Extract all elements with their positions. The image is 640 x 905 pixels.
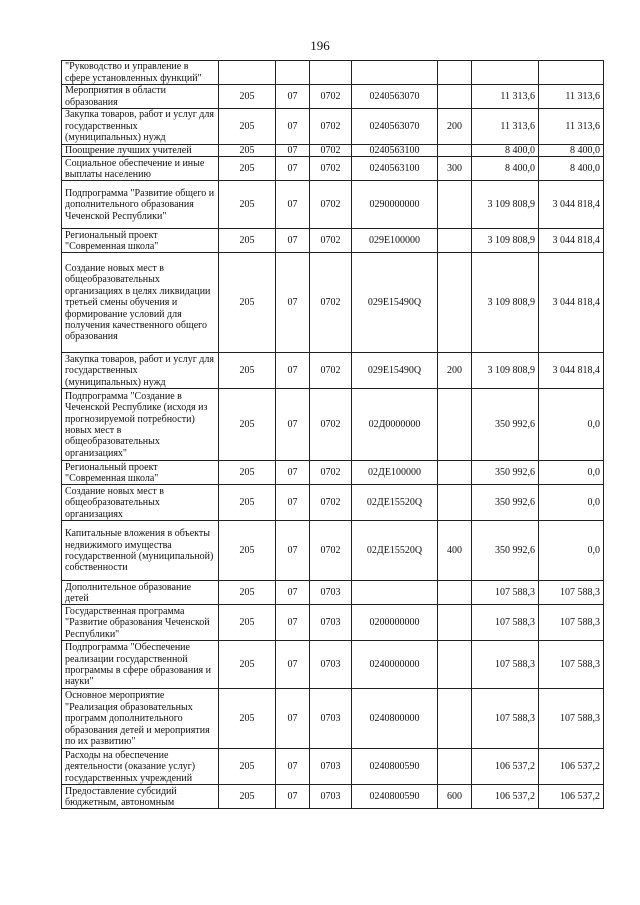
table-row — [62, 61, 604, 85]
budget-table — [61, 60, 604, 809]
ministry-code: 205 — [219, 85, 276, 109]
amount-year-2: 107 588,3 — [539, 641, 604, 689]
section-code: 07 — [276, 689, 310, 749]
item-name: Закупка товаров, работ и услуг для государственных (муниципальных) нужд — [62, 353, 219, 389]
table-row — [62, 353, 604, 389]
target-article-code: 029E100000 — [352, 229, 438, 253]
item-name: Мероприятия в области образования — [62, 85, 219, 109]
item-name: Закупка товаров, работ и услуг для государственных (муниципальных) нужд — [62, 109, 219, 145]
subsection-code: 0702 — [310, 157, 352, 181]
item-name: Социальное обеспечение и иные выплаты населению — [62, 157, 219, 181]
amount-year-1 — [472, 61, 539, 85]
expense-type-code: 300 — [438, 157, 472, 181]
target-article-code: 0240000000 — [352, 641, 438, 689]
subsection-code: 0702 — [310, 253, 352, 353]
table-row — [62, 109, 604, 145]
target-article-code: 02ДЕ15520Q — [352, 485, 438, 521]
section-code: 07 — [276, 785, 310, 809]
table-row — [62, 605, 604, 641]
expense-type-code: 600 — [438, 785, 472, 809]
amount-year-2: 3 044 818,4 — [539, 229, 604, 253]
ministry-code: 205 — [219, 389, 276, 461]
target-article-code: 0240563070 — [352, 109, 438, 145]
ministry-code: 205 — [219, 109, 276, 145]
ministry-code: 205 — [219, 145, 276, 157]
section-code — [276, 61, 310, 85]
expense-type-code — [438, 461, 472, 485]
amount-year-2: 0,0 — [539, 389, 604, 461]
item-name: Подпрограмма "Развитие общего и дополнительного образования Чеченской Республики" — [62, 181, 219, 229]
item-name: "Руководство и управление в сфере установленных функций" — [62, 61, 219, 85]
expense-type-code — [438, 641, 472, 689]
expense-type-code — [438, 689, 472, 749]
subsection-code: 0702 — [310, 229, 352, 253]
item-name: Дополнительное образование детей — [62, 581, 219, 605]
section-code: 07 — [276, 85, 310, 109]
target-article-code: 029E15490Q — [352, 353, 438, 389]
section-code: 07 — [276, 353, 310, 389]
table-row — [62, 181, 604, 229]
expense-type-code: 200 — [438, 353, 472, 389]
item-name: Предоставление субсидий бюджетным, автономным — [62, 785, 219, 809]
section-code: 07 — [276, 389, 310, 461]
expense-type-code — [438, 389, 472, 461]
target-article-code: 0240563070 — [352, 85, 438, 109]
section-code: 07 — [276, 521, 310, 581]
amount-year-2: 106 537,2 — [539, 749, 604, 785]
table-row — [62, 581, 604, 605]
amount-year-2: 0,0 — [539, 521, 604, 581]
subsection-code: 0703 — [310, 689, 352, 749]
ministry-code: 205 — [219, 581, 276, 605]
target-article-code — [352, 581, 438, 605]
section-code: 07 — [276, 641, 310, 689]
amount-year-1: 350 992,6 — [472, 389, 539, 461]
subsection-code: 0702 — [310, 85, 352, 109]
section-code: 07 — [276, 253, 310, 353]
item-name: Региональный проект "Современная школа" — [62, 229, 219, 253]
amount-year-1: 107 588,3 — [472, 641, 539, 689]
target-article-code: 029E15490Q — [352, 253, 438, 353]
amount-year-1: 107 588,3 — [472, 689, 539, 749]
amount-year-2: 3 044 818,4 — [539, 253, 604, 353]
table-row — [62, 521, 604, 581]
amount-year-1: 3 109 808,9 — [472, 229, 539, 253]
item-name: Расходы на обеспечение деятельности (оказание услуг) государственных учреждений — [62, 749, 219, 785]
expense-type-code: 400 — [438, 521, 472, 581]
subsection-code: 0702 — [310, 521, 352, 581]
subsection-code: 0703 — [310, 749, 352, 785]
table-row — [62, 689, 604, 749]
subsection-code: 0702 — [310, 181, 352, 229]
table-row — [62, 389, 604, 461]
subsection-code: 0702 — [310, 109, 352, 145]
page-number: 196 — [310, 38, 330, 53]
table-row — [62, 749, 604, 785]
expense-type-code — [438, 85, 472, 109]
table-row — [62, 157, 604, 181]
expense-type-code — [438, 605, 472, 641]
amount-year-2: 0,0 — [539, 461, 604, 485]
expense-type-code — [438, 145, 472, 157]
table-row — [62, 641, 604, 689]
subsection-code: 0702 — [310, 353, 352, 389]
target-article-code: 02Д0000000 — [352, 389, 438, 461]
table-row — [62, 85, 604, 109]
subsection-code: 0703 — [310, 605, 352, 641]
amount-year-2 — [539, 61, 604, 85]
table-row — [62, 461, 604, 485]
item-name: Подпрограмма "Создание в Чеченской Республике (исходя из прогнозируемой потребности) новых мест в общеобразовательных организациях" — [62, 389, 219, 461]
ministry-code: 205 — [219, 229, 276, 253]
amount-year-2: 8 400,0 — [539, 157, 604, 181]
table-row — [62, 229, 604, 253]
amount-year-1: 8 400,0 — [472, 157, 539, 181]
target-article-code: 0240563100 — [352, 145, 438, 157]
subsection-code: 0703 — [310, 641, 352, 689]
target-article-code: 0240800590 — [352, 785, 438, 809]
item-name: Государственная программа "Развитие образования Чеченской Республики" — [62, 605, 219, 641]
amount-year-1: 106 537,2 — [472, 785, 539, 809]
ministry-code: 205 — [219, 749, 276, 785]
amount-year-1: 3 109 808,9 — [472, 353, 539, 389]
target-article-code: 0290000000 — [352, 181, 438, 229]
ministry-code: 205 — [219, 521, 276, 581]
expense-type-code — [438, 61, 472, 85]
ministry-code — [219, 61, 276, 85]
amount-year-1: 11 313,6 — [472, 109, 539, 145]
ministry-code: 205 — [219, 785, 276, 809]
subsection-code — [310, 61, 352, 85]
section-code: 07 — [276, 181, 310, 229]
table-row — [62, 485, 604, 521]
amount-year-2: 106 537,2 — [539, 785, 604, 809]
item-name: Региональный проект "Современная школа" — [62, 461, 219, 485]
amount-year-1: 107 588,3 — [472, 581, 539, 605]
subsection-code: 0703 — [310, 581, 352, 605]
amount-year-2: 0,0 — [539, 485, 604, 521]
item-name: Создание новых мест в общеобразовательных организациях в целях ликвидации третьей смены обучения и формирование условий для получения качественного общего образования — [62, 253, 219, 353]
section-code: 07 — [276, 605, 310, 641]
subsection-code: 0702 — [310, 461, 352, 485]
ministry-code: 205 — [219, 689, 276, 749]
amount-year-2: 107 588,3 — [539, 689, 604, 749]
expense-type-code — [438, 229, 472, 253]
item-name: Создание новых мест в общеобразовательных организациях — [62, 485, 219, 521]
amount-year-1: 3 109 808,9 — [472, 181, 539, 229]
ministry-code: 205 — [219, 641, 276, 689]
amount-year-1: 350 992,6 — [472, 461, 539, 485]
section-code: 07 — [276, 229, 310, 253]
amount-year-1: 11 313,6 — [472, 85, 539, 109]
ministry-code: 205 — [219, 485, 276, 521]
ministry-code: 205 — [219, 353, 276, 389]
expense-type-code — [438, 581, 472, 605]
target-article-code: 02ДЕ15520Q — [352, 521, 438, 581]
item-name: Основное мероприятие "Реализация образовательных программ дополнительного образования детей и мероприятия по их развитию" — [62, 689, 219, 749]
amount-year-2: 107 588,3 — [539, 605, 604, 641]
ministry-code: 205 — [219, 461, 276, 485]
amount-year-2: 3 044 818,4 — [539, 181, 604, 229]
amount-year-2: 11 313,6 — [539, 109, 604, 145]
table-row — [62, 145, 604, 157]
section-code: 07 — [276, 157, 310, 181]
subsection-code: 0702 — [310, 389, 352, 461]
subsection-code: 0702 — [310, 145, 352, 157]
target-article-code: 0240800590 — [352, 749, 438, 785]
subsection-code: 0703 — [310, 785, 352, 809]
amount-year-1: 3 109 808,9 — [472, 253, 539, 353]
section-code: 07 — [276, 145, 310, 157]
item-name: Поощрение лучших учителей — [62, 145, 219, 157]
amount-year-1: 350 992,6 — [472, 521, 539, 581]
expense-type-code — [438, 485, 472, 521]
section-code: 07 — [276, 485, 310, 521]
expense-type-code — [438, 749, 472, 785]
item-name: Подпрограмма "Обеспечение реализации государственной программы в сфере образования и науки" — [62, 641, 219, 689]
amount-year-2: 107 588,3 — [539, 581, 604, 605]
amount-year-2: 3 044 818,4 — [539, 353, 604, 389]
amount-year-2: 8 400,0 — [539, 145, 604, 157]
amount-year-2: 11 313,6 — [539, 85, 604, 109]
ministry-code: 205 — [219, 253, 276, 353]
table-row — [62, 785, 604, 809]
item-name: Капитальные вложения в объекты недвижимого имущества государственной (муниципальной) собственности — [62, 521, 219, 581]
ministry-code: 205 — [219, 157, 276, 181]
target-article-code: 0200000000 — [352, 605, 438, 641]
section-code: 07 — [276, 109, 310, 145]
expense-type-code — [438, 253, 472, 353]
target-article-code: 02ДЕ100000 — [352, 461, 438, 485]
amount-year-1: 107 588,3 — [472, 605, 539, 641]
table-row — [62, 253, 604, 353]
amount-year-1: 106 537,2 — [472, 749, 539, 785]
target-article-code: 0240800000 — [352, 689, 438, 749]
amount-year-1: 8 400,0 — [472, 145, 539, 157]
target-article-code: 0240563100 — [352, 157, 438, 181]
expense-type-code: 200 — [438, 109, 472, 145]
subsection-code: 0702 — [310, 485, 352, 521]
amount-year-1: 350 992,6 — [472, 485, 539, 521]
section-code: 07 — [276, 749, 310, 785]
ministry-code: 205 — [219, 181, 276, 229]
expense-type-code — [438, 181, 472, 229]
section-code: 07 — [276, 461, 310, 485]
section-code: 07 — [276, 581, 310, 605]
ministry-code: 205 — [219, 605, 276, 641]
target-article-code — [352, 61, 438, 85]
